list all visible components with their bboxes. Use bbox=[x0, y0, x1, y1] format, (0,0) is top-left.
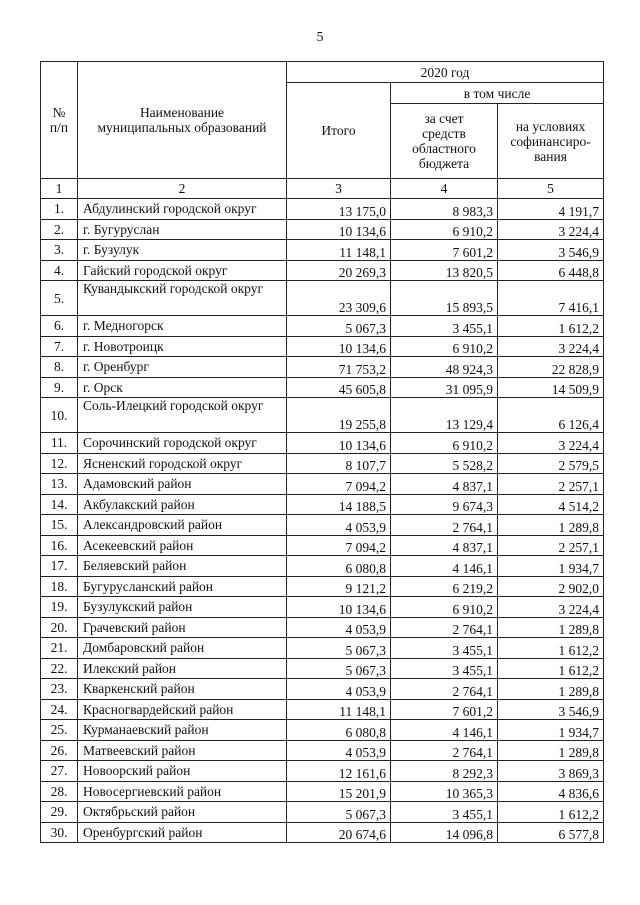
row-number: 11. bbox=[41, 433, 78, 454]
municipality-name: Матвеевский район bbox=[78, 740, 287, 761]
row-number: 17. bbox=[41, 556, 78, 577]
total-value: 45 605,8 bbox=[287, 377, 391, 398]
table-header bbox=[41, 62, 604, 199]
cofinancing-value: 1 934,7 bbox=[498, 720, 604, 741]
row-number: 10. bbox=[41, 398, 78, 433]
regional-budget-value: 13 129,4 bbox=[391, 398, 498, 433]
total-value: 11 148,1 bbox=[287, 699, 391, 720]
total-value: 7 094,2 bbox=[287, 535, 391, 556]
header-regional: за счет средств областного бюджета bbox=[391, 104, 498, 179]
header-num: № п/п bbox=[41, 62, 78, 179]
cofinancing-value: 4 191,7 bbox=[498, 199, 604, 220]
table-row bbox=[41, 398, 604, 433]
table-row bbox=[41, 535, 604, 556]
cofinancing-value: 6 126,4 bbox=[498, 398, 604, 433]
row-number: 13. bbox=[41, 474, 78, 495]
row-number: 2. bbox=[41, 219, 78, 240]
cofinancing-value: 1 612,2 bbox=[498, 802, 604, 823]
table-row bbox=[41, 219, 604, 240]
table-row bbox=[41, 802, 604, 823]
row-number: 19. bbox=[41, 597, 78, 618]
header-including: в том числе bbox=[391, 83, 604, 104]
cofinancing-value: 3 546,9 bbox=[498, 699, 604, 720]
column-number: 4 bbox=[391, 179, 498, 199]
cofinancing-value: 1 289,8 bbox=[498, 617, 604, 638]
total-value: 5 067,3 bbox=[287, 802, 391, 823]
total-value: 4 053,9 bbox=[287, 740, 391, 761]
total-value: 20 674,6 bbox=[287, 822, 391, 843]
regional-budget-value: 2 764,1 bbox=[391, 679, 498, 700]
cofinancing-value: 6 448,8 bbox=[498, 260, 604, 281]
regional-budget-value: 3 455,1 bbox=[391, 638, 498, 659]
regional-budget-value: 3 455,1 bbox=[391, 802, 498, 823]
row-number: 15. bbox=[41, 515, 78, 536]
table-row bbox=[41, 576, 604, 597]
table-row bbox=[41, 822, 604, 843]
table-row bbox=[41, 474, 604, 495]
table-body bbox=[41, 199, 604, 843]
column-number: 3 bbox=[287, 179, 391, 199]
table-row bbox=[41, 377, 604, 398]
column-numbers-row bbox=[41, 179, 604, 199]
total-value: 20 269,3 bbox=[287, 260, 391, 281]
row-number: 14. bbox=[41, 494, 78, 515]
column-number: 1 bbox=[41, 179, 78, 199]
cofinancing-value: 4 836,6 bbox=[498, 781, 604, 802]
total-value: 15 201,9 bbox=[287, 781, 391, 802]
cofinancing-value: 2 579,5 bbox=[498, 453, 604, 474]
municipality-name: Акбулакский район bbox=[78, 494, 287, 515]
regional-budget-value: 6 910,2 bbox=[391, 219, 498, 240]
regional-budget-value: 4 837,1 bbox=[391, 535, 498, 556]
regional-budget-value: 6 910,2 bbox=[391, 336, 498, 357]
table-row bbox=[41, 658, 604, 679]
total-value: 4 053,9 bbox=[287, 515, 391, 536]
cofinancing-value: 2 902,0 bbox=[498, 576, 604, 597]
row-number: 29. bbox=[41, 802, 78, 823]
municipality-name: Александровский район bbox=[78, 515, 287, 536]
cofinancing-value: 2 257,1 bbox=[498, 535, 604, 556]
cofinancing-value: 1 289,8 bbox=[498, 515, 604, 536]
regional-budget-value: 8 292,3 bbox=[391, 761, 498, 782]
regional-budget-value: 4 837,1 bbox=[391, 474, 498, 495]
table-row bbox=[41, 617, 604, 638]
municipality-name: г. Медногорск bbox=[78, 316, 287, 337]
regional-budget-value: 14 096,8 bbox=[391, 822, 498, 843]
municipality-name: Курманаевский район bbox=[78, 720, 287, 741]
table-row bbox=[41, 336, 604, 357]
total-value: 8 107,7 bbox=[287, 453, 391, 474]
row-number: 16. bbox=[41, 535, 78, 556]
municipality-name: г. Оренбург bbox=[78, 357, 287, 378]
header-total: Итого bbox=[287, 83, 391, 179]
cofinancing-value: 1 612,2 bbox=[498, 638, 604, 659]
row-number: 5. bbox=[41, 281, 78, 316]
header-name: Наименование муниципальных образований bbox=[78, 62, 287, 179]
regional-budget-value: 31 095,9 bbox=[391, 377, 498, 398]
municipality-name: Ясненский городской округ bbox=[78, 453, 287, 474]
total-value: 7 094,2 bbox=[287, 474, 391, 495]
row-number: 7. bbox=[41, 336, 78, 357]
row-number: 30. bbox=[41, 822, 78, 843]
row-number: 24. bbox=[41, 699, 78, 720]
regional-budget-value: 8 983,3 bbox=[391, 199, 498, 220]
funding-table bbox=[40, 61, 604, 843]
table-row bbox=[41, 761, 604, 782]
regional-budget-value: 13 820,5 bbox=[391, 260, 498, 281]
table-row bbox=[41, 699, 604, 720]
municipality-name: Кваркенский район bbox=[78, 679, 287, 700]
municipality-name: Оренбургский район bbox=[78, 822, 287, 843]
municipality-name: Гайский городской округ bbox=[78, 260, 287, 281]
regional-budget-value: 5 528,2 bbox=[391, 453, 498, 474]
regional-budget-value: 4 146,1 bbox=[391, 720, 498, 741]
total-value: 10 134,6 bbox=[287, 433, 391, 454]
row-number: 9. bbox=[41, 377, 78, 398]
cofinancing-value: 14 509,9 bbox=[498, 377, 604, 398]
cofinancing-value: 6 577,8 bbox=[498, 822, 604, 843]
regional-budget-value: 3 455,1 bbox=[391, 316, 498, 337]
municipality-name: г. Бугуруслан bbox=[78, 219, 287, 240]
page-number: 5 bbox=[316, 30, 324, 45]
row-number: 26. bbox=[41, 740, 78, 761]
table-row bbox=[41, 453, 604, 474]
municipality-name: Новоорский район bbox=[78, 761, 287, 782]
row-number: 23. bbox=[41, 679, 78, 700]
regional-budget-value: 15 893,5 bbox=[391, 281, 498, 316]
total-value: 5 067,3 bbox=[287, 658, 391, 679]
total-value: 10 134,6 bbox=[287, 219, 391, 240]
total-value: 19 255,8 bbox=[287, 398, 391, 433]
municipality-name: Грачевский район bbox=[78, 617, 287, 638]
total-value: 12 161,6 bbox=[287, 761, 391, 782]
row-number: 18. bbox=[41, 576, 78, 597]
regional-budget-value: 3 455,1 bbox=[391, 658, 498, 679]
total-value: 9 121,2 bbox=[287, 576, 391, 597]
table-row bbox=[41, 357, 604, 378]
regional-budget-value: 2 764,1 bbox=[391, 740, 498, 761]
municipality-name: Бузулукский район bbox=[78, 597, 287, 618]
regional-budget-value: 2 764,1 bbox=[391, 515, 498, 536]
table-row bbox=[41, 240, 604, 261]
regional-budget-value: 2 764,1 bbox=[391, 617, 498, 638]
cofinancing-value: 3 224,4 bbox=[498, 336, 604, 357]
row-number: 1. bbox=[41, 199, 78, 220]
municipality-name: г. Орск bbox=[78, 377, 287, 398]
table-row bbox=[41, 597, 604, 618]
row-number: 3. bbox=[41, 240, 78, 261]
cofinancing-value: 1 934,7 bbox=[498, 556, 604, 577]
cofinancing-value: 1 289,8 bbox=[498, 740, 604, 761]
total-value: 13 175,0 bbox=[287, 199, 391, 220]
table-row bbox=[41, 199, 604, 220]
municipality-name: Сорочинский городской округ bbox=[78, 433, 287, 454]
total-value: 5 067,3 bbox=[287, 316, 391, 337]
total-value: 6 080,8 bbox=[287, 720, 391, 741]
header-year: 2020 год bbox=[287, 62, 604, 83]
table-row bbox=[41, 433, 604, 454]
total-value: 4 053,9 bbox=[287, 679, 391, 700]
regional-budget-value: 6 910,2 bbox=[391, 433, 498, 454]
municipality-name: Бугурусланский район bbox=[78, 576, 287, 597]
municipality-name: Кувандыкский городской округ bbox=[78, 281, 287, 316]
cofinancing-value: 22 828,9 bbox=[498, 357, 604, 378]
table-row bbox=[41, 781, 604, 802]
total-value: 10 134,6 bbox=[287, 597, 391, 618]
total-value: 23 309,6 bbox=[287, 281, 391, 316]
cofinancing-value: 3 869,3 bbox=[498, 761, 604, 782]
cofinancing-value: 3 224,4 bbox=[498, 219, 604, 240]
row-number: 22. bbox=[41, 658, 78, 679]
municipality-name: Илекский район bbox=[78, 658, 287, 679]
regional-budget-value: 7 601,2 bbox=[391, 699, 498, 720]
total-value: 10 134,6 bbox=[287, 336, 391, 357]
municipality-name: Соль-Илецкий городской округ bbox=[78, 398, 287, 433]
row-number: 20. bbox=[41, 617, 78, 638]
total-value: 71 753,2 bbox=[287, 357, 391, 378]
municipality-name: г. Бузулук bbox=[78, 240, 287, 261]
cofinancing-value: 2 257,1 bbox=[498, 474, 604, 495]
regional-budget-value: 10 365,3 bbox=[391, 781, 498, 802]
municipality-name: Асекеевский район bbox=[78, 535, 287, 556]
row-number: 12. bbox=[41, 453, 78, 474]
table-row bbox=[41, 679, 604, 700]
row-number: 6. bbox=[41, 316, 78, 337]
municipality-name: Беляевский район bbox=[78, 556, 287, 577]
cofinancing-value: 4 514,2 bbox=[498, 494, 604, 515]
row-number: 25. bbox=[41, 720, 78, 741]
regional-budget-value: 7 601,2 bbox=[391, 240, 498, 261]
total-value: 4 053,9 bbox=[287, 617, 391, 638]
row-number: 8. bbox=[41, 357, 78, 378]
municipality-name: г. Новотроицк bbox=[78, 336, 287, 357]
table-row bbox=[41, 515, 604, 536]
table-row bbox=[41, 740, 604, 761]
total-value: 5 067,3 bbox=[287, 638, 391, 659]
column-number: 2 bbox=[78, 179, 287, 199]
regional-budget-value: 4 146,1 bbox=[391, 556, 498, 577]
row-number: 27. bbox=[41, 761, 78, 782]
regional-budget-value: 6 910,2 bbox=[391, 597, 498, 618]
cofinancing-value: 3 546,9 bbox=[498, 240, 604, 261]
municipality-name: Абдулинский городской округ bbox=[78, 199, 287, 220]
cofinancing-value: 3 224,4 bbox=[498, 597, 604, 618]
row-number: 28. bbox=[41, 781, 78, 802]
cofinancing-value: 3 224,4 bbox=[498, 433, 604, 454]
municipality-name: Октябрьский район bbox=[78, 802, 287, 823]
total-value: 11 148,1 bbox=[287, 240, 391, 261]
column-number: 5 bbox=[498, 179, 604, 199]
table-row bbox=[41, 638, 604, 659]
header-cofinancing: на условиях софинансиро- вания bbox=[498, 104, 604, 179]
table-row bbox=[41, 556, 604, 577]
table-row bbox=[41, 720, 604, 741]
cofinancing-value: 1 289,8 bbox=[498, 679, 604, 700]
table-row bbox=[41, 260, 604, 281]
municipality-name: Новосергиевский район bbox=[78, 781, 287, 802]
cofinancing-value: 1 612,2 bbox=[498, 658, 604, 679]
row-number: 4. bbox=[41, 260, 78, 281]
regional-budget-value: 9 674,3 bbox=[391, 494, 498, 515]
table-row bbox=[41, 316, 604, 337]
municipality-name: Красногвардейский район bbox=[78, 699, 287, 720]
regional-budget-value: 6 219,2 bbox=[391, 576, 498, 597]
total-value: 6 080,8 bbox=[287, 556, 391, 577]
row-number: 21. bbox=[41, 638, 78, 659]
cofinancing-value: 1 612,2 bbox=[498, 316, 604, 337]
table-row bbox=[41, 281, 604, 316]
total-value: 14 188,5 bbox=[287, 494, 391, 515]
regional-budget-value: 48 924,3 bbox=[391, 357, 498, 378]
cofinancing-value: 7 416,1 bbox=[498, 281, 604, 316]
table-row bbox=[41, 494, 604, 515]
municipality-name: Адамовский район bbox=[78, 474, 287, 495]
municipality-name: Домбаровский район bbox=[78, 638, 287, 659]
